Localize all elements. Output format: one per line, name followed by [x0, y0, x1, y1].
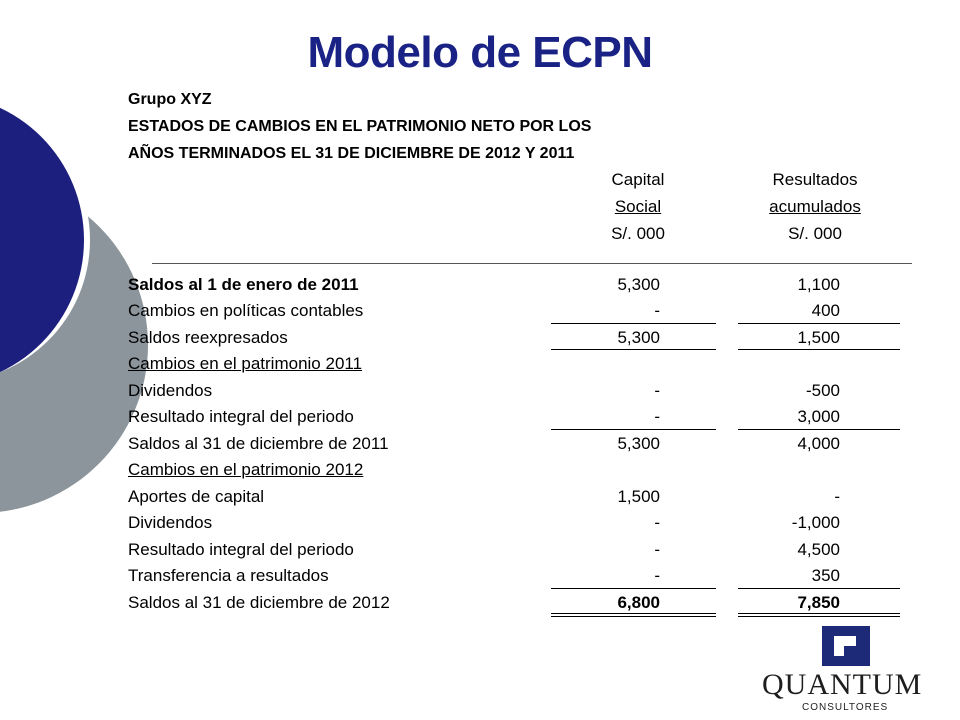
row-label: Cambios en políticas contables — [128, 301, 364, 320]
logo-subtitle-text: CONSULTORES — [802, 702, 889, 713]
row-label: Dividendos — [128, 513, 213, 532]
column-header-capital-unit: S/. 000 — [611, 224, 665, 243]
quantum-logo — [752, 624, 938, 716]
section-label: Cambios en el patrimonio 2012 — [128, 460, 364, 479]
resultados-value: -500 — [805, 381, 840, 400]
row-label: Saldos al 31 de diciembre de 2012 — [128, 593, 390, 612]
capital-value: 1,500 — [617, 487, 660, 506]
logo-brand-text: QUANTUM — [762, 668, 923, 701]
company-name: Grupo XYZ — [128, 91, 212, 108]
subtotal-rule-resultados — [738, 323, 900, 324]
subtotal-rule-capital — [551, 429, 716, 430]
capital-value: - — [654, 301, 660, 320]
statement-title-line-2: AÑOS TERMINADOS EL 31 DE DICIEMBRE DE 2012 Y 2011 — [128, 145, 575, 162]
resultados-value: -1,000 — [791, 513, 840, 532]
section-label: Cambios en el patrimonio 2011 — [128, 354, 363, 373]
resultados-value: 3,000 — [797, 407, 840, 426]
subtotal-rule-capital — [551, 323, 716, 324]
row-label: Saldos reexpresados — [128, 328, 288, 347]
resultados-value: 7,850 — [797, 593, 840, 612]
table-row — [128, 378, 908, 404]
column-header-resultados-line1: Resultados — [772, 170, 858, 189]
capital-value: 6,800 — [617, 593, 660, 612]
table-row — [128, 325, 908, 351]
capital-value: - — [654, 540, 660, 559]
capital-value: - — [654, 407, 660, 426]
table-row — [128, 272, 908, 298]
statement-title-line-1: ESTADOS DE CAMBIOS EN EL PATRIMONIO NETO POR LOS — [128, 118, 592, 135]
subtotal-rule-resultados — [738, 429, 900, 430]
table-row — [128, 351, 908, 377]
table-row — [128, 510, 908, 536]
header-rule — [152, 263, 912, 264]
subtotal-rule-capital — [551, 588, 716, 589]
resultados-value: 350 — [811, 566, 840, 585]
row-label: Dividendos — [128, 381, 213, 400]
column-header-resultados-unit: S/. 000 — [788, 224, 842, 243]
table-row — [128, 431, 908, 457]
table-row — [128, 404, 908, 430]
resultados-value: 4,500 — [797, 540, 840, 559]
capital-value: 5,300 — [617, 275, 660, 294]
subtotal-rule-resultados — [738, 588, 900, 589]
resultados-value: - — [834, 487, 840, 506]
resultados-value: 400 — [811, 301, 840, 320]
capital-value: - — [654, 513, 660, 532]
resultados-value: 1,100 — [797, 275, 840, 294]
capital-value: 5,300 — [617, 434, 660, 453]
table-row — [128, 563, 908, 589]
column-header-capital-line1: Capital — [611, 170, 665, 189]
table-row — [128, 537, 908, 563]
row-label: Resultado integral del periodo — [128, 540, 354, 559]
subtotal-rule-resultados — [738, 349, 900, 350]
row-label: Resultado integral del periodo — [128, 407, 354, 426]
capital-value: - — [654, 566, 660, 585]
table-row — [128, 484, 908, 510]
resultados-value: 4,000 — [797, 434, 840, 453]
resultados-value: 1,500 — [797, 328, 840, 347]
total-double-rule-resultados — [738, 613, 900, 617]
row-label: Saldos al 31 de diciembre de 2011 — [128, 434, 389, 453]
column-header-capital-line2: Social — [614, 197, 662, 216]
total-double-rule-capital — [551, 613, 716, 617]
capital-value: - — [654, 381, 660, 400]
column-header-resultados-line2: acumulados — [769, 197, 861, 216]
capital-value: 5,300 — [617, 328, 660, 347]
page-title: Modelo de ECPN — [307, 28, 653, 77]
table-row — [128, 298, 908, 324]
subtotal-rule-capital — [551, 349, 716, 350]
row-label: Saldos al 1 de enero de 2011 — [128, 275, 359, 294]
row-label: Transferencia a resultados — [128, 566, 329, 585]
table-row — [128, 457, 908, 483]
row-label: Aportes de capital — [128, 487, 265, 506]
